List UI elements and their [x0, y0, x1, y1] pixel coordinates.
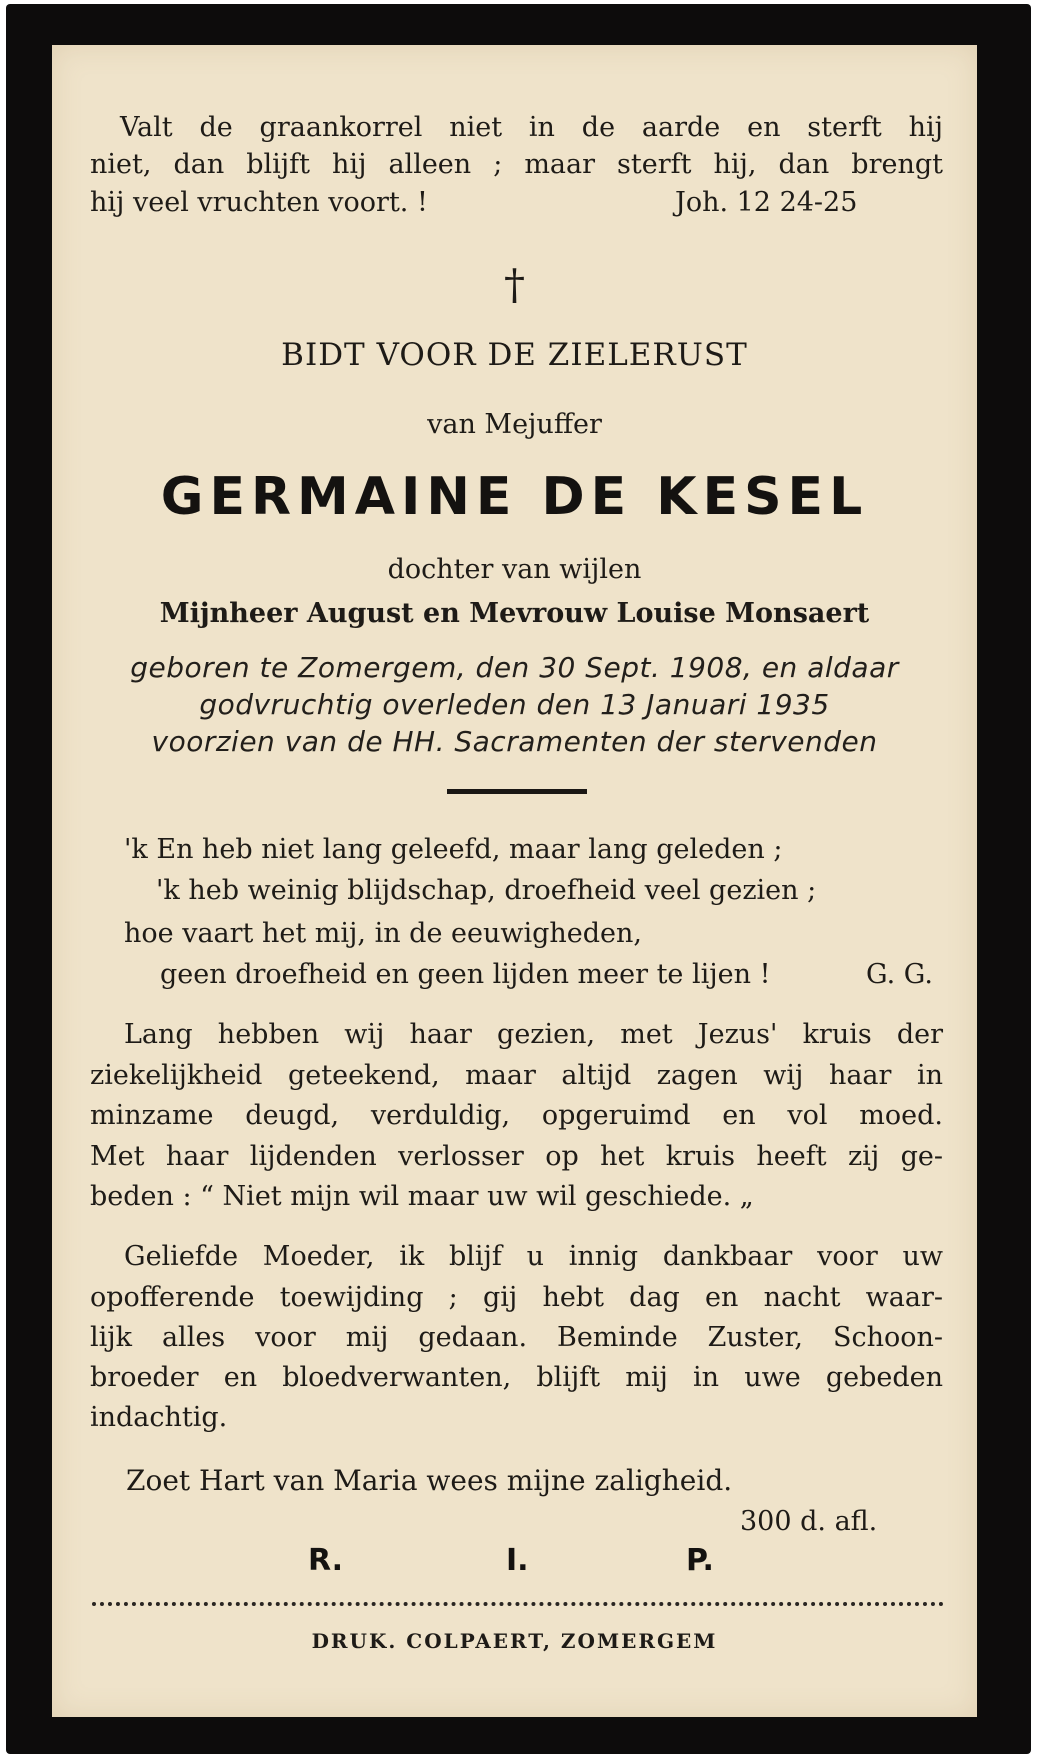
poem-author: G. G.	[866, 959, 933, 990]
prayer-heading: BIDT VOOR DE ZIELERUST	[281, 337, 748, 373]
printer-credit: DRUK. COLPAERT, ZOMERGEM	[311, 1629, 718, 1653]
daughter-of: dochter van wijlen	[387, 554, 642, 585]
death-line: godvruchtig overleden den 13 Januari 1935	[199, 688, 830, 721]
paragraph2-line: Geliefde Moeder, ik blijf u innig dankbaar voor uw	[124, 1241, 943, 1272]
poem-line-4: geen droefheid en geen lijden meer te lijen !	[160, 959, 771, 990]
deceased-name: GERMAINE DE KESEL	[160, 467, 869, 527]
paragraph1-line: ziekelijkheid geteekend, maar altijd zagen wij haar in	[90, 1060, 943, 1091]
poem-line-3: hoe vaart het mij, in de eeuwigheden,	[124, 918, 642, 949]
paragraph2-line: opofferende toewijding ; gij hebt dag en nacht waar-	[90, 1282, 943, 1313]
verse-line-3: hij veel vruchten voort. !	[90, 187, 428, 218]
paragraph2-line: lijk alles voor mij gedaan. Beminde Zuster, Schoon-	[90, 1322, 943, 1353]
verse-line-1: Valt de graankorrel niet in de aarde en sterft hij	[120, 112, 943, 143]
rip-i: I.	[506, 1543, 529, 1578]
divider-rule	[447, 789, 587, 794]
paragraph2-line: broeder en bloedverwanten, blijft mij in uwe gebeden	[90, 1362, 943, 1393]
title-prefix: van Mejuffer	[427, 409, 602, 440]
sacraments-line: voorzien van de HH. Sacramenten der stervenden	[151, 725, 878, 758]
birth-line: geboren te Zomergem, den 30 Sept. 1908, en aldaar	[130, 651, 899, 684]
parents-names: Mijnheer August en Mevrouw Louise Monsaert	[159, 598, 870, 629]
indulgence-note: 300 d. afl.	[740, 1506, 878, 1537]
cross-icon: †	[504, 260, 525, 309]
verse-reference: Joh. 12 24-25	[675, 187, 858, 218]
dotted-divider	[92, 1602, 944, 1606]
paragraph1-line: Met haar lijdenden verlosser op het kruis heeft zij ge-	[90, 1141, 943, 1172]
rip-r: R.	[308, 1543, 344, 1578]
rip-p: P.	[686, 1543, 714, 1578]
paragraph1-line-last: beden : “ Niet mijn wil maar uw wil geschiede. „	[90, 1181, 754, 1212]
poem-line-1: 'k En heb niet lang geleefd, maar lang geleden ;	[124, 834, 783, 865]
paragraph1-line: minzame deugd, verduldig, opgeruimd en vol moed.	[90, 1100, 943, 1131]
verse-line-2: niet, dan blijft hij alleen ; maar sterft hij, dan brengt	[90, 149, 943, 180]
closing-prayer: Zoet Hart van Maria wees mijne zaligheid.	[126, 1464, 733, 1497]
poem-line-2: 'k heb weinig blijdschap, droefheid veel gezien ;	[156, 875, 817, 906]
paragraph1-line: Lang hebben wij haar gezien, met Jezus' kruis der	[124, 1019, 943, 1050]
paragraph2-line-last: indachtig.	[90, 1402, 228, 1433]
